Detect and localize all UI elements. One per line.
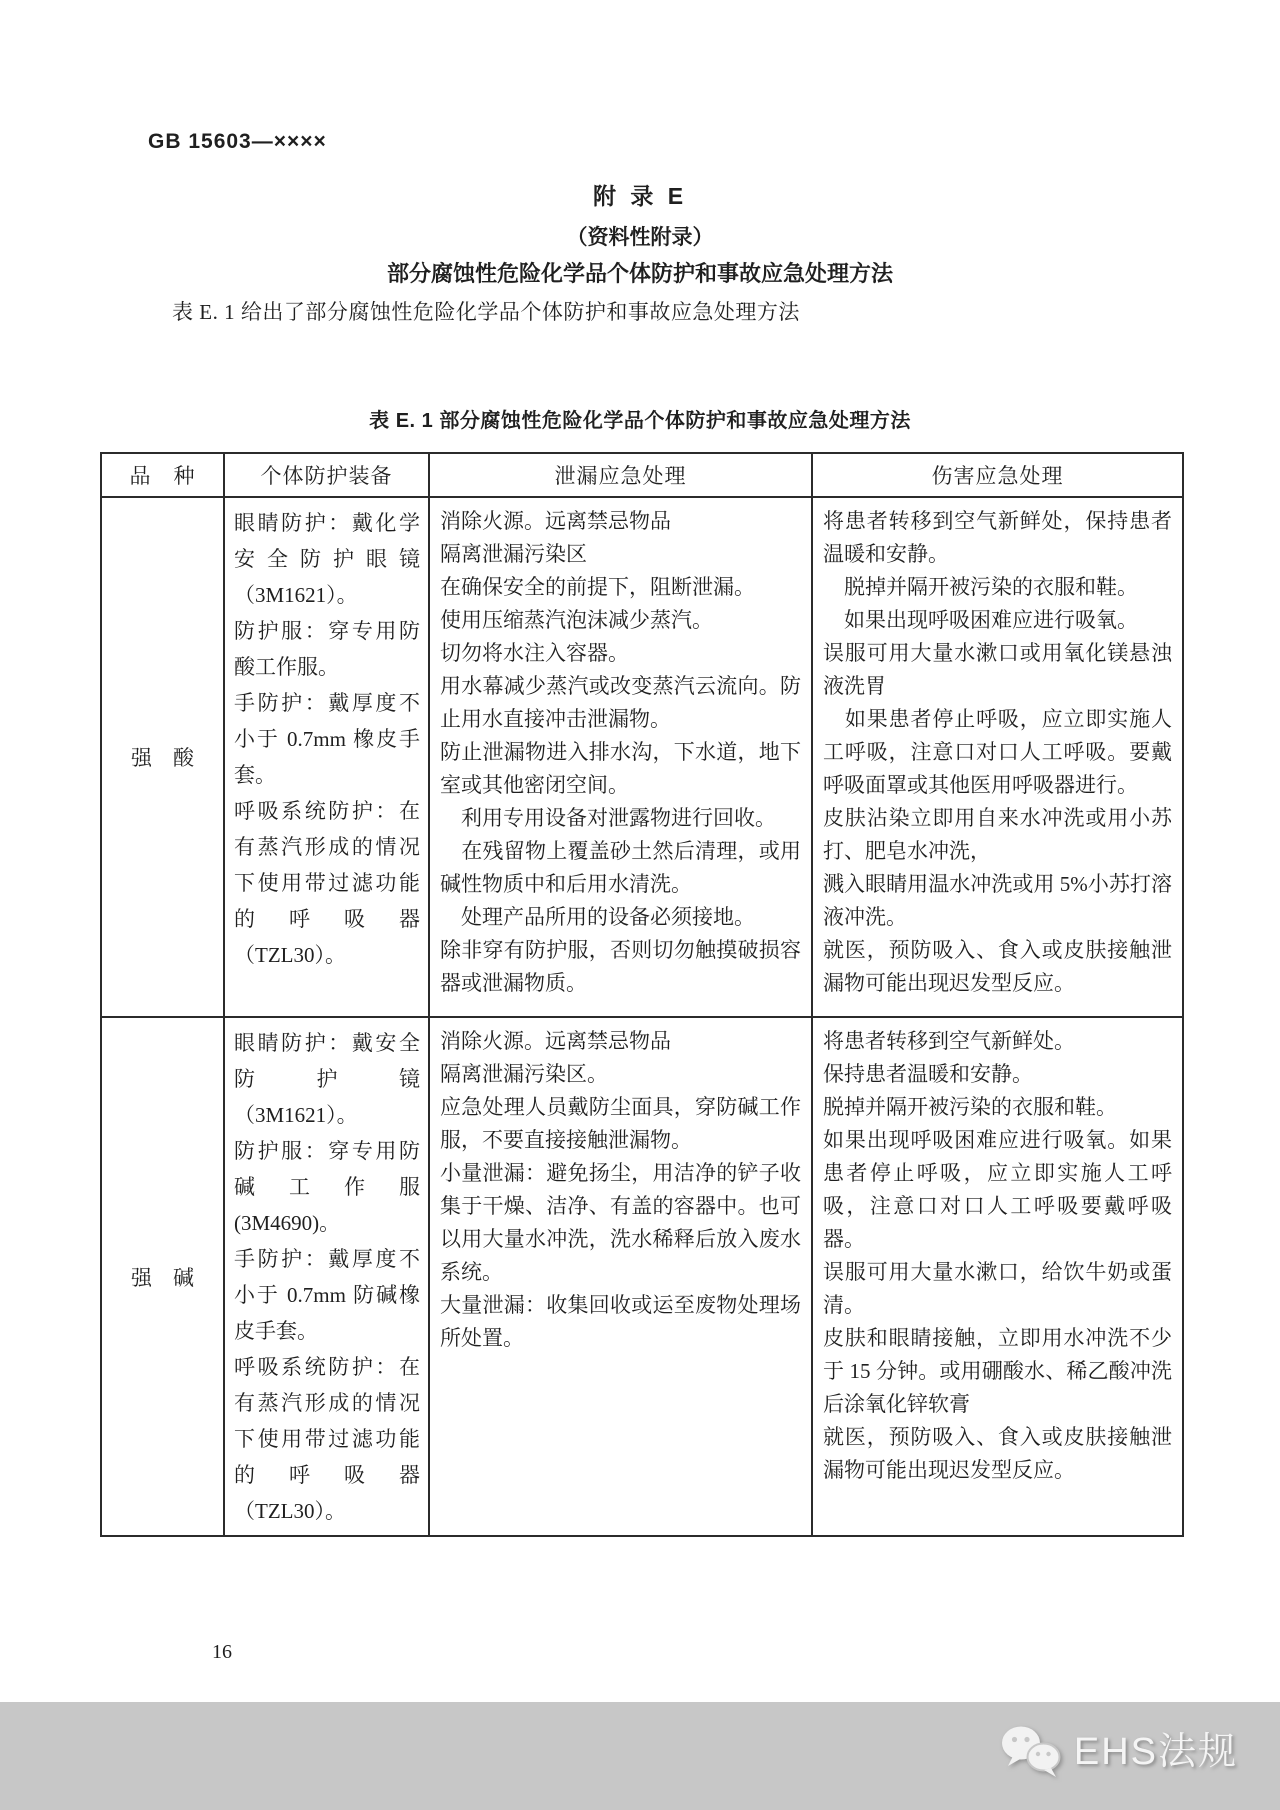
paragraph: 将患者转移到空气新鲜处。 — [823, 1029, 1075, 1053]
page-number: 16 — [212, 1641, 232, 1663]
appendix-type: （资料性附录） — [566, 226, 714, 249]
injury-response-cell — [812, 1017, 1183, 1536]
col-header-protective-equipment: 个体防护装备 — [224, 453, 429, 497]
paragraph: 如果出现呼吸困难应进行吸氧。 — [823, 608, 1138, 632]
paragraph: 消除火源。远离禁忌物品 — [440, 1029, 671, 1053]
paragraph: 脱掉并隔开被污染的衣服和鞋。 — [823, 1095, 1117, 1119]
category-cell: 强 酸 — [101, 497, 224, 1017]
paragraph: 手防护：戴厚度不小于 0.7mm 橡皮手套。 — [234, 691, 420, 787]
paragraph: 使用压缩蒸汽泡沫减少蒸汽。 — [440, 608, 713, 632]
protective-equipment-cell — [224, 1017, 429, 1536]
watermark-band — [0, 1702, 1280, 1810]
paragraph: 利用专用设备对泄露物进行回收。 — [440, 806, 776, 830]
intro-paragraph: 表 E. 1 给出了部分腐蚀性危险化学品个体防护和事故应急处理方法 — [172, 300, 800, 324]
wechat-icon — [1000, 1724, 1062, 1780]
watermark-text: EHS法规 — [1073, 1731, 1238, 1773]
appendix-heading: 部分腐蚀性危险化学品个体防护和事故应急处理方法 — [386, 261, 893, 286]
injury-response-cell — [812, 497, 1183, 1017]
paragraph: 防护服：穿专用防酸工作服。 — [234, 619, 420, 679]
paragraph: 手防护：戴厚度不小于 0.7mm 防碱橡皮手套。 — [234, 1247, 420, 1343]
paragraph: 大量泄漏：收集回收或运至废物处理场所处置。 — [440, 1293, 801, 1350]
paragraph: 在残留物上覆盖砂土然后清理，或用碱性物质中和后用水清洗。 — [440, 839, 801, 896]
col-header-leak-response: 泄漏应急处理 — [429, 453, 812, 497]
paragraph: 消除火源。远离禁忌物品 — [440, 509, 671, 533]
paragraph: 眼睛防护：戴化学安全防护眼镜（3M1621）。 — [234, 511, 420, 607]
paragraph: 用水幕减少蒸汽或改变蒸汽云流向。防止用水直接冲击泄漏物。 — [440, 674, 801, 731]
paragraph: 脱掉并隔开被污染的衣服和鞋。 — [823, 575, 1138, 599]
paragraph: 将患者转移到空气新鲜处，保持患者温暖和安静。 — [823, 509, 1172, 566]
watermark — [1000, 1724, 1238, 1780]
paragraph: 皮肤沾染立即用自来水冲洗或用小苏打、肥皂水冲洗， — [823, 806, 1172, 863]
standard-number: GB 15603—×××× — [148, 130, 327, 153]
paragraph: 眼睛防护：戴安全防护镜（3M1621）。 — [234, 1031, 420, 1127]
paragraph: 防护服：穿专用防碱工作服(3M4690)。 — [234, 1139, 420, 1235]
table-row — [101, 497, 1183, 1017]
appendix-title: 附 录 E — [592, 183, 688, 209]
protective-equipment-cell — [224, 497, 429, 1017]
paragraph: 误服可用大量水漱口，给饮牛奶或蛋清。 — [823, 1260, 1172, 1317]
leak-response-cell — [429, 497, 812, 1017]
paragraph: 皮肤和眼睛接触，立即用水冲洗不少于 15 分钟。或用硼酸水、稀乙酸冲洗后涂氧化锌软膏 — [823, 1326, 1172, 1416]
paragraph: 误服可用大量水漱口或用氧化镁悬浊液洗胃 — [823, 641, 1172, 698]
table-caption: 表 E. 1 部分腐蚀性危险化学品个体防护和事故应急处理方法 — [369, 410, 911, 432]
paragraph: 呼吸系统防护：在有蒸汽形成的情况下使用带过滤功能的呼吸器（TZL30）。 — [234, 1355, 420, 1523]
table-row — [101, 1017, 1183, 1536]
paragraph: 在确保安全的前提下，阻断泄漏。 — [440, 575, 755, 599]
paragraph: 就医，预防吸入、食入或皮肤接触泄漏物可能出现迟发型反应。 — [823, 1425, 1172, 1482]
paragraph: 隔离泄漏污染区。 — [440, 1062, 608, 1086]
paragraph: 就医，预防吸入、食入或皮肤接触泄漏物可能出现迟发型反应。 — [823, 938, 1172, 995]
paragraph: 小量泄漏：避免扬尘，用洁净的铲子收集于干燥、洁净、有盖的容器中。也可以用大量水冲洗，洗水稀释后放入废水系统。 — [440, 1161, 801, 1284]
paragraph: 保持患者温暖和安静。 — [823, 1062, 1033, 1086]
paragraph: 隔离泄漏污染区 — [440, 542, 587, 566]
table-e1 — [100, 452, 1184, 1537]
paragraph: 防止泄漏物进入排水沟，下水道，地下室或其他密闭空间。 — [440, 740, 801, 797]
paragraph: 切勿将水注入容器。 — [440, 641, 629, 665]
paragraph: 如果患者停止呼吸，应立即实施人工呼吸，注意口对口人工呼吸。要戴呼吸面罩或其他医用呼吸器进行。 — [823, 707, 1172, 797]
paragraph: 如果出现呼吸困难应进行吸氧。如果患者停止呼吸，应立即实施人工呼吸，注意口对口人工呼吸要戴呼吸器。 — [823, 1128, 1172, 1251]
col-header-category: 品 种 — [101, 453, 224, 497]
paragraph: 除非穿有防护服，否则切勿触摸破损容器或泄漏物质。 — [440, 938, 801, 995]
col-header-injury-response: 伤害应急处理 — [812, 453, 1183, 497]
leak-response-cell — [429, 1017, 812, 1536]
category-cell: 强 碱 — [101, 1017, 224, 1536]
paragraph: 应急处理人员戴防尘面具，穿防碱工作服，不要直接接触泄漏物。 — [440, 1095, 801, 1152]
paragraph: 处理产品所用的设备必须接地。 — [440, 905, 755, 929]
paragraph: 溅入眼睛用温水冲洗或用 5%小苏打溶液冲洗。 — [823, 872, 1172, 929]
paragraph: 呼吸系统防护：在有蒸汽形成的情况下使用带过滤功能的呼吸器（TZL30）。 — [234, 799, 420, 967]
table-header-row — [101, 453, 1183, 497]
